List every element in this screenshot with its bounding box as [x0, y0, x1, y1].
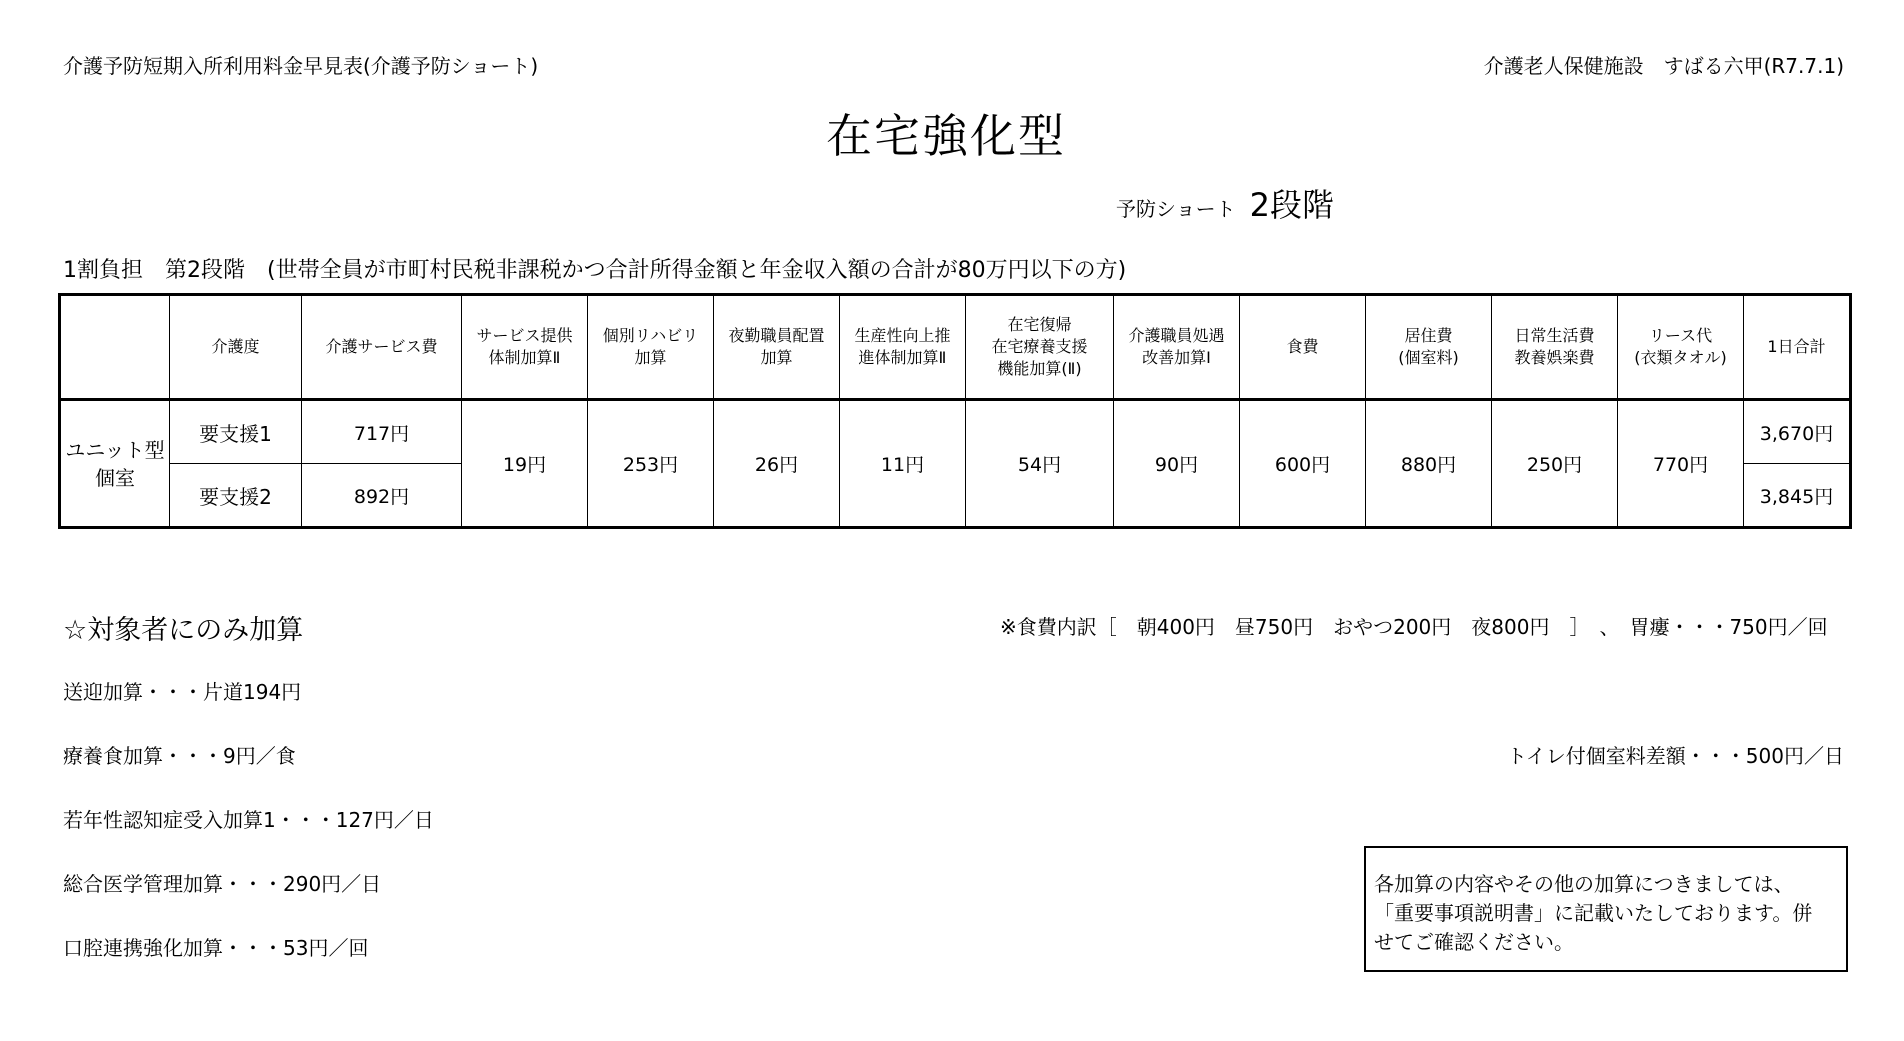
daily-total-cell: 3,670円 [1744, 400, 1851, 464]
extra-item-medical-management: 総合医学管理加算・・・290円／日 [63, 872, 382, 896]
subtitle-service: 予防ショート [1116, 197, 1236, 221]
header-blank [60, 295, 170, 400]
header-care-level: 介護度 [170, 295, 302, 400]
service-provision-cell: 19円 [462, 400, 588, 528]
meal-cell: 600円 [1240, 400, 1366, 528]
table-row [60, 400, 1851, 464]
lease-cell: 770円 [1618, 400, 1744, 528]
night-staff-cell: 26円 [714, 400, 840, 528]
home-return-cell: 54円 [966, 400, 1114, 528]
notice-line: せてご確認ください。 [1374, 930, 1574, 954]
subtitle-stage: 2段階 [1249, 186, 1334, 224]
care-level-cell: 要支援2 [170, 464, 302, 528]
header-care-service: 介護サービス費 [302, 295, 462, 400]
care-service-cell: 717円 [302, 400, 462, 464]
fee-table [58, 293, 1852, 529]
header-productivity: 生産性向上推 進体制加算Ⅱ [840, 295, 966, 400]
individual-rehab-cell: 253円 [588, 400, 714, 528]
staff-treatment-cell: 90円 [1114, 400, 1240, 528]
header-staff-treatment: 介護職員処遇 改善加算Ⅰ [1114, 295, 1240, 400]
extras-title: ☆対象者にのみ加算 [63, 615, 304, 646]
notice-line: 各加算の内容やその他の加算につきましては、 [1374, 872, 1794, 896]
notice-line: 「重要事項説明書」に記載いたしております。併 [1374, 901, 1813, 925]
subtitle [1116, 180, 1334, 226]
header-daily-life: 日常生活費 教養娯楽費 [1492, 295, 1618, 400]
extra-item-therapeutic-meal: 療養食加算・・・9円／食 [63, 744, 296, 768]
header-daily-total: 1日合計 [1744, 295, 1851, 400]
header-residence: 居住費 (個室料) [1366, 295, 1492, 400]
header-service-provision: サービス提供 体制加算Ⅱ [462, 295, 588, 400]
header-individual-rehab: 個別リハビリ 加算 [588, 295, 714, 400]
notice-box [1364, 846, 1848, 972]
care-level-cell: 要支援1 [170, 400, 302, 464]
header-lease: リース代 (衣類タオル) [1618, 295, 1744, 400]
document-title: 介護予防短期入所利用料金早見表(介護予防ショート) [63, 54, 539, 78]
care-service-cell: 892円 [302, 464, 462, 528]
room-type-cell: ユニット型 個室 [60, 400, 170, 528]
residence-cell: 880円 [1366, 400, 1492, 528]
facility-name: 介護老人保健施設 すばる六甲(R7.7.1) [1483, 54, 1844, 78]
header-home-return: 在宅復帰 在宅療養支援 機能加算(Ⅱ) [966, 295, 1114, 400]
page-title: 在宅強化型 [826, 109, 1066, 163]
toilet-room-surcharge: トイレ付個室料差額・・・500円／日 [1506, 744, 1844, 768]
extra-item-early-dementia: 若年性認知症受入加算1・・・127円／日 [63, 808, 434, 832]
extra-item-oral-cooperation: 口腔連携強化加算・・・53円／回 [63, 936, 369, 960]
table-header-row [60, 295, 1851, 400]
extra-item-transport: 送迎加算・・・片道194円 [63, 680, 302, 704]
daily-total-cell: 3,845円 [1744, 464, 1851, 528]
productivity-cell: 11円 [840, 400, 966, 528]
daily-life-cell: 250円 [1492, 400, 1618, 528]
meal-breakdown-note: ※食費内訳［ 朝400円 昼750円 おやつ200円 夜800円 ］ 、 胃瘻・・・750円／回 [1000, 615, 1828, 639]
header-night-staff: 夜勤職員配置 加算 [714, 295, 840, 400]
header-meal: 食費 [1240, 295, 1366, 400]
burden-condition: 1割負担 第2段階 (世帯全員が市町村民税非課税かつ合計所得金額と年金収入額の合計が80万円以下の方) [63, 258, 1127, 283]
